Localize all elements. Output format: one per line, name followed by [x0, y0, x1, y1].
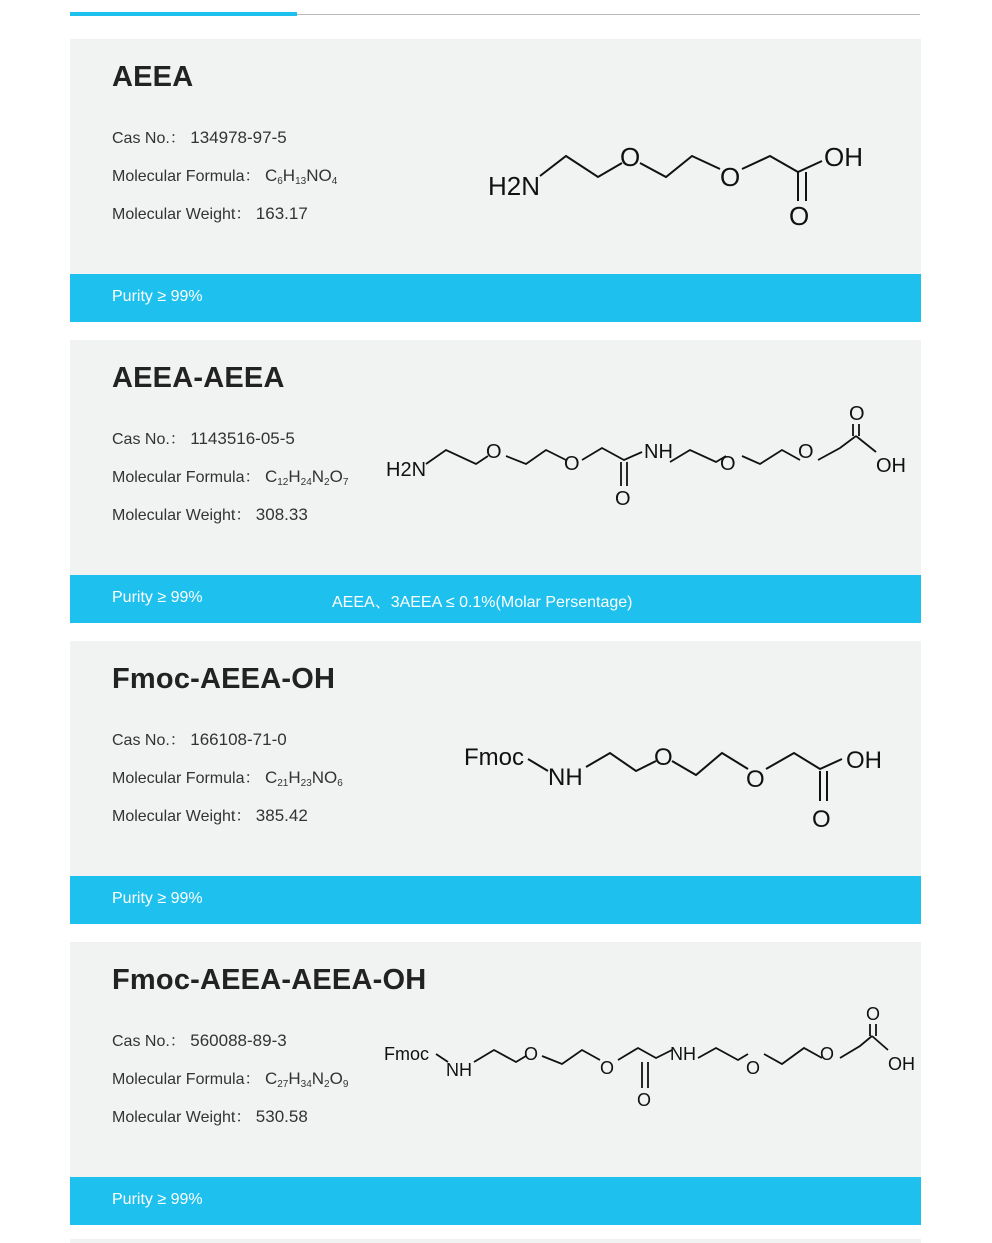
product-name: Fmoc-AEEA-OH — [112, 663, 336, 695]
formula-label: Molecular Formula： — [112, 1071, 261, 1088]
product-name: Fmoc-AEEA-AEEA-OH — [112, 964, 427, 996]
weight-label: Molecular Weight： — [112, 206, 252, 223]
structure-label: O — [654, 744, 673, 771]
structure-label: OH — [824, 142, 863, 172]
cas-number-row — [112, 125, 287, 148]
purity-text: Purity ≥ 99% — [112, 288, 203, 305]
weight-row — [112, 201, 308, 224]
formula-row — [112, 1066, 348, 1090]
structure-diagram — [380, 390, 910, 540]
structure-label: O — [524, 1044, 539, 1064]
formula-value: $C_6H_{13}NO_4$ — [264, 166, 338, 187]
cas-label: Cas No.： — [112, 130, 186, 147]
product-card-aeea-aeea — [70, 340, 921, 623]
structure-diagram — [480, 89, 880, 239]
product-card-aeea — [70, 39, 921, 322]
header-accent-bar — [70, 12, 297, 16]
structure-label: O — [620, 142, 641, 172]
structure-label: OH — [888, 1054, 915, 1074]
structure-label: OH — [876, 455, 906, 477]
purity-bar — [70, 575, 921, 623]
weight-label: Molecular Weight： — [112, 507, 252, 524]
purity-bar — [70, 876, 921, 924]
formula-value: $C_{27}H_{34}N_2O_9$ — [264, 1069, 349, 1090]
purity-text: Purity ≥ 99% — [112, 589, 203, 606]
cas-number-row — [112, 727, 287, 750]
purity-text: Purity ≥ 99% — [112, 1191, 203, 1208]
structure-label: O — [486, 441, 502, 463]
structure-label: Fmoc — [384, 1044, 429, 1064]
cas-number-row — [112, 426, 295, 449]
weight-value: 385.42 — [255, 806, 308, 825]
weight-label: Molecular Weight： — [112, 808, 252, 825]
product-card-fmoc-aeea-aeea-oh — [70, 942, 921, 1225]
weight-value: 163.17 — [255, 204, 308, 223]
product-card-fmoc-aeea-oh — [70, 641, 921, 924]
structure-label: O — [746, 766, 765, 793]
product-name: AEEA — [112, 61, 194, 93]
header-divider — [70, 14, 920, 15]
formula-label: Molecular Formula： — [112, 168, 261, 185]
formula-label: Molecular Formula： — [112, 469, 261, 486]
formula-row — [112, 163, 337, 187]
weight-value: 530.58 — [255, 1107, 308, 1126]
weight-label: Molecular Weight： — [112, 1109, 252, 1126]
structure-label: O — [564, 453, 580, 475]
purity-bar — [70, 1177, 921, 1225]
purity-text: Purity ≥ 99% — [112, 890, 203, 907]
cas-label: Cas No.： — [112, 1033, 186, 1050]
cas-value: 1143516-05-5 — [190, 429, 295, 448]
cas-label: Cas No.： — [112, 431, 186, 448]
purity-bar — [70, 274, 921, 322]
structure-label: O — [720, 453, 736, 475]
weight-value: 308.33 — [255, 505, 308, 524]
cas-value: 134978-97-5 — [190, 128, 287, 147]
structure-label: NH — [548, 764, 583, 791]
weight-row — [112, 803, 308, 826]
cas-value: 166108-71-0 — [190, 730, 287, 749]
structure-label: O — [849, 403, 865, 425]
formula-value: $C_{12}H_{24}N_2O_7$ — [264, 467, 349, 488]
formula-row — [112, 765, 343, 789]
product-name: AEEA-AEEA — [112, 362, 285, 394]
purity-note: AEEA、3AEEA ≤ 0.1%(Molar Persentage) — [332, 594, 633, 611]
structure-label: O — [866, 1004, 881, 1024]
cas-number-row — [112, 1028, 287, 1051]
structure-label: O — [789, 201, 810, 231]
cas-value: 560088-89-3 — [190, 1031, 287, 1050]
structure-diagram — [460, 691, 900, 841]
structure-label: O — [820, 1044, 835, 1064]
structure-label: O — [600, 1058, 615, 1078]
structure-label: H2N — [488, 171, 541, 201]
formula-row — [112, 464, 348, 488]
weight-row — [112, 1104, 308, 1127]
structure-label: NH — [670, 1044, 696, 1064]
structure-label: O — [615, 488, 631, 510]
structure-label: O — [637, 1090, 652, 1110]
structure-label: O — [812, 806, 831, 833]
next-card-edge — [70, 1239, 921, 1243]
cas-label: Cas No.： — [112, 732, 186, 749]
structure-label: H2N — [386, 459, 427, 481]
weight-row — [112, 502, 308, 525]
structure-label: NH — [644, 441, 673, 463]
structure-label: NH — [446, 1060, 472, 1080]
formula-value: $C_{21}H_{23}NO_6$ — [264, 768, 343, 789]
structure-diagram — [382, 992, 915, 1142]
formula-label: Molecular Formula： — [112, 770, 261, 787]
structure-label: O — [746, 1058, 761, 1078]
structure-label: O — [798, 441, 814, 463]
structure-label: OH — [846, 747, 882, 774]
structure-label: Fmoc — [464, 744, 524, 771]
structure-label: O — [720, 162, 741, 192]
